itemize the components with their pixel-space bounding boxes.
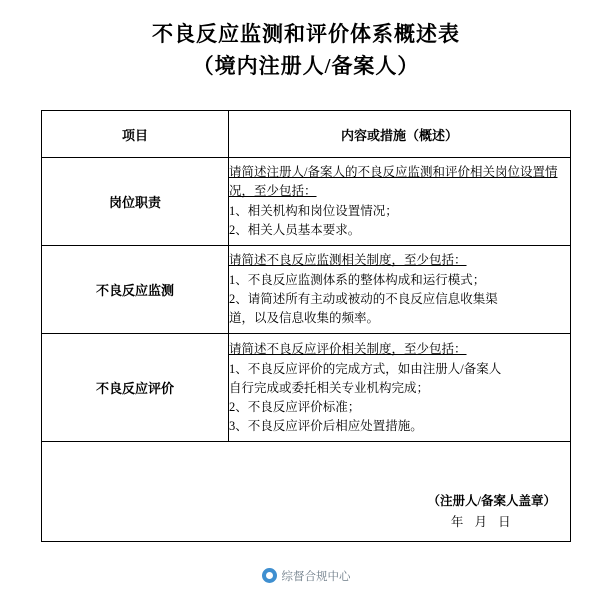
content-line: 3、不良反应评价后相应处置措施。 [229,418,423,433]
signature-block [428,491,556,533]
footer-brand-label: 综督合规中心 [281,570,351,583]
footer-badge [262,568,351,584]
footer [0,568,612,587]
header-content: 内容或措施（概述） [229,111,571,158]
row-content-eval [229,334,571,442]
row-content-duty [229,158,571,246]
brand-logo-icon [262,568,277,583]
content-lead: 请简述不良反应监测相关制度，至少包括： [229,253,467,267]
content-line: 道，以及信息收集的频率。 [229,311,380,325]
row-label-monitor: 不良反应监测 [42,246,229,334]
document-title [0,0,612,82]
content-lead: 请简述不良反应评价相关制度，至少包括： [229,341,467,356]
content-line: 自行完成或委托相关专业机构完成； [229,380,430,395]
header-item: 项目 [42,111,229,158]
content-line: 1、不良反应评价的完成方式，如由注册人/备案人 [229,361,502,376]
row-content-monitor [229,246,571,334]
table-header-row [42,111,571,158]
table-row [42,246,571,334]
row-label-duty: 岗位职责 [42,158,229,246]
overview-table [41,110,571,542]
table-row [42,158,571,246]
content-line: 1、相关机构和岗位设置情况； [229,204,398,218]
row-label-eval: 不良反应评价 [42,334,229,442]
content-line: 2、不良反应评价标准； [229,399,361,414]
title-line-2: （境内注册人/备案人） [192,54,420,78]
table-row [42,334,571,442]
signature-stamp-label: （注册人/备案人盖章） [427,494,556,508]
signature-row [42,442,571,542]
content-line: 2、相关人员基本要求。 [229,223,361,237]
content-line: 2、请简述所有主动或被动的不良反应信息收集渠 [229,292,498,306]
content-line: 1、不良反应监测体系的整体构成和运行模式； [229,273,486,287]
signature-date-label: 年 月 日 [450,515,515,529]
content-lead: 请简述注册人/备案人的不良反应监测和评价相关岗位设置情况，至少包括： [229,165,558,198]
title-line-1: 不良反应监测和评价体系概述表 [152,22,460,46]
signature-cell [42,442,571,542]
